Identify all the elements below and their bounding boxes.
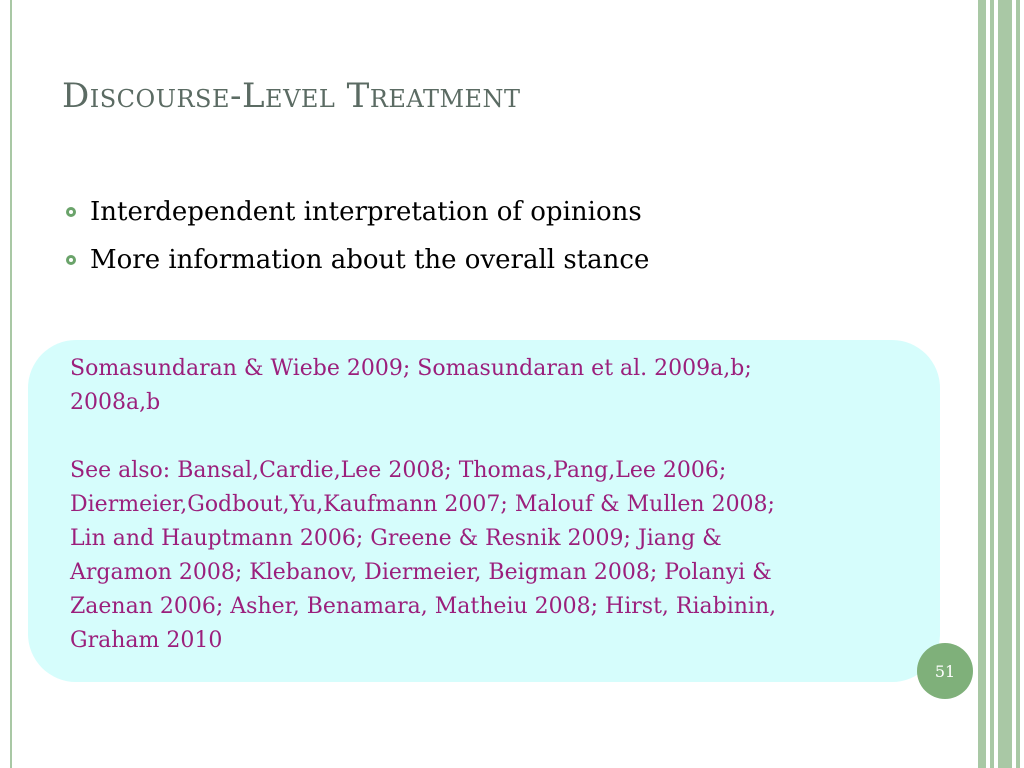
citation-line: See also: Bansal,Cardie,Lee 2008; Thomas,Pang,Lee 2006; [70, 458, 727, 483]
citation-line: Graham 2010 [70, 628, 223, 653]
citation-line: Lin and Hauptmann 2006; Greene & Resnik 2009; Jiang & [70, 526, 722, 551]
bullet-text: More information about the overall stance [90, 245, 650, 275]
citations-box [28, 340, 940, 682]
bullet-circle-icon [66, 255, 76, 265]
right-border-stripe [978, 0, 986, 768]
page-number-badge: 51 [917, 643, 973, 699]
bullet-text: Interdependent interpretation of opinions [90, 197, 642, 227]
citation-line: Diermeier,Godbout,Yu,Kaufmann 2007; Malouf & Mullen 2008; [70, 492, 775, 517]
citation-line: 2008a,b [70, 390, 161, 415]
bullet-circle-icon [66, 207, 76, 217]
citation-line: Somasundaran & Wiebe 2009; Somasundaran et al. 2009a,b; [70, 356, 752, 381]
citation-line: Argamon 2008; Klebanov, Diermeier, Beigman 2008; Polanyi & [70, 560, 772, 585]
right-border-stripe [1016, 0, 1020, 768]
right-border-stripe [990, 0, 994, 768]
bullet-list [66, 188, 649, 284]
bullet-item [66, 188, 649, 236]
bullet-item [66, 236, 649, 284]
right-border-stripe [998, 0, 1012, 768]
citation-line: Zaenan 2006; Asher, Benamara, Matheiu 2008; Hirst, Riabinin, [70, 594, 777, 619]
left-border-line [10, 0, 12, 768]
paragraph-gap [70, 420, 910, 454]
slide-title: Discourse-Level Treatment [62, 76, 521, 116]
